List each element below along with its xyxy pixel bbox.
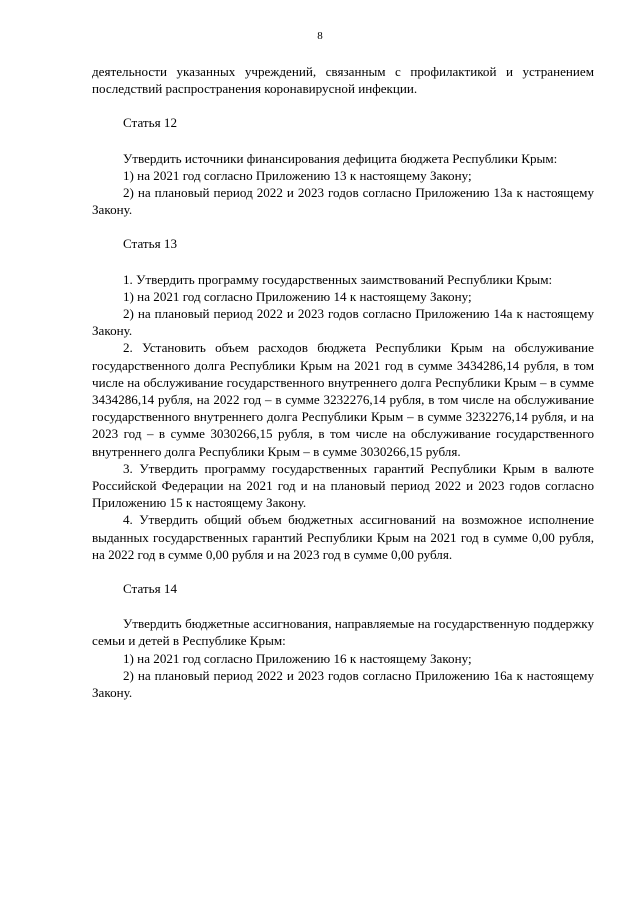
article-13-paragraph: 1. Утвердить программу государственных заимствований Республики Крым: <box>123 271 553 287</box>
article-12-paragraph: 2) на плановый период 2022 и 2023 годов согласно Приложению 13а к настоящему Закону. <box>92 185 594 218</box>
article-13-paragraph: 1) на 2021 год согласно Приложению 14 к настоящему Закону; <box>123 288 472 304</box>
intro-paragraph: деятельности указанных учреждений, связанным с профилактикой и устранением последствий распространения коронавирусной инфекции. <box>92 64 594 97</box>
article-12-paragraph: Утвердить источники финансирования дефицита бюджета Республики Крым: <box>123 150 558 166</box>
article-13-heading: Статья 13 <box>123 236 177 252</box>
article-12-paragraph: 1) на 2021 год согласно Приложению 13 к настоящему Закону; <box>123 167 472 183</box>
article-14-heading: Статья 14 <box>123 581 177 597</box>
document-body <box>92 63 594 701</box>
article-14-paragraph: Утвердить бюджетные ассигнования, направляемые на государственную поддержку семьи и детей в Республике Крым: <box>92 616 594 649</box>
page-number: 8 <box>317 30 323 42</box>
article-13-paragraph: 2) на плановый период 2022 и 2023 годов согласно Приложению 14а к настоящему Закону. <box>92 306 594 339</box>
article-13-paragraph: 4. Утвердить общий объем бюджетных ассигнований на возможное исполнение выданных государственных гарантий Республики Крым на 2021 год в сумме 0,00 рубля, на 2022 год в сумме 0,00 рубля и на 2023 год в сумме 0,00 рубля. <box>92 512 594 562</box>
article-14-paragraph: 1) на 2021 год согласно Приложению 16 к настоящему Закону; <box>123 650 472 666</box>
article-13-paragraph: 3. Утвердить программу государственных гарантий Республики Крым в валюте Российской Федерации на 2021 год и на плановый период 2022 и 2023 годов согласно Приложению 15 к настоящему Закону. <box>92 460 594 511</box>
article-14-paragraph: 2) на плановый период 2022 и 2023 годов согласно Приложению 16а к настоящему Закону. <box>92 667 594 701</box>
article-12-heading: Статья 12 <box>123 115 177 131</box>
article-13-paragraph: 2. Установить объем расходов бюджета Республики Крым на обслуживание государственного долга Республики Крым на 2021 год в сумме 3434286,14 рубля, в том числе на обслуживание государственного внутреннего долга Республики Крым – в сумме 3434286,14 рубля, на 2022 год – в сумме 3232276,14 рубля, в том числе на обслуживание государственного внутреннего долга Республики Крым – в сумме 3232276,14 рубля, и на 2023 год – в сумме 3030266,15 рубля, в том числе на обслуживание государственного внутреннего долга Республики Крым – в сумме 3030266,15 рубля. <box>92 340 594 459</box>
